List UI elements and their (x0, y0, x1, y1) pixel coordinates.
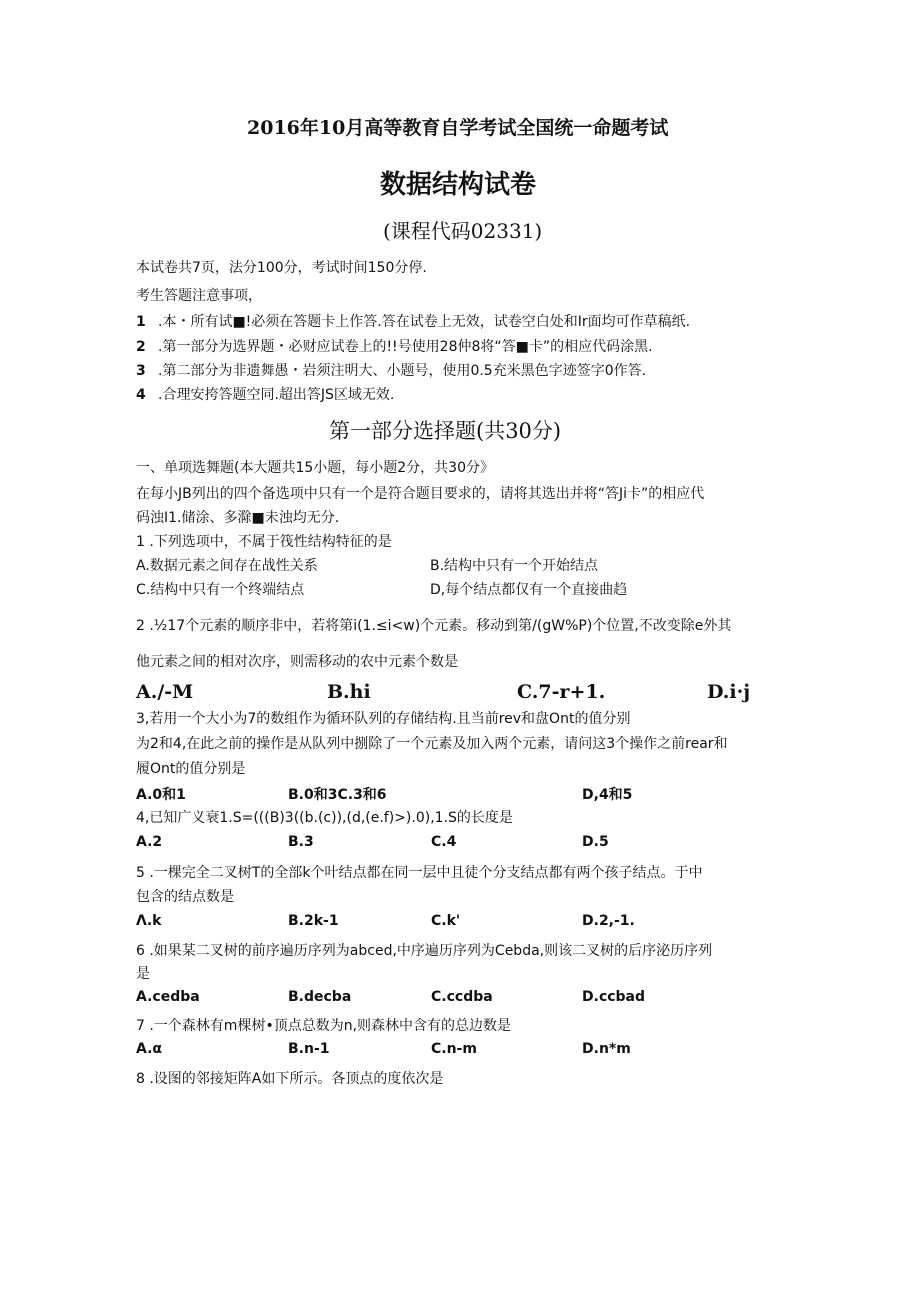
option-b: B.2k-1 (288, 913, 339, 929)
instructions-line: 在每小JB列出的四个备选项中只有一个是符合题目要求的，请将其选出并将“答Ji卡”的相应代 (136, 486, 705, 502)
option-d: D.n*m (582, 1041, 631, 1057)
option-a: A.α (136, 1041, 163, 1057)
option-b: B.结构中只有一个开始结点 (430, 558, 599, 574)
option-b: B.3 (288, 834, 314, 850)
section-heading: 一、单项选舞题(本大题共15小题，每小题2分，共30分》 (136, 460, 494, 476)
question-stem-continued: 包含的结点数是 (136, 889, 234, 905)
option-a: A.数据元素之间存在战性关系 (136, 558, 318, 574)
exam-info: 本试卷共7页，法分100分，考试时间150分停. (136, 260, 427, 276)
note-item (136, 338, 653, 356)
question-stem: 3,若用一个大小为7的数组作为循环队列的存储结构.且当前rev和盘Ont的值分别 (136, 711, 631, 727)
option-b: B.decba (288, 989, 352, 1005)
note-item (136, 362, 646, 380)
notes-title: 考生答题注意事项， (136, 288, 262, 304)
instructions-line: 码浊I1.储涂、多滁■未浊均无分. (136, 510, 340, 526)
option-d: D.5 (582, 834, 609, 850)
note-text: .第二部分为非遗舞愚・岩须注明大、小题号，使用0.5充米黑色字迹签字0作答. (158, 363, 647, 379)
option-b: B.n-1 (288, 1041, 330, 1057)
question-stem-continued: 履Ont的值分别是 (136, 761, 246, 777)
option-a: A.cedba (136, 989, 200, 1005)
option-a: A./-M (136, 681, 194, 703)
option-a: Λ.k (136, 913, 162, 929)
option-c: C.n-m (431, 1041, 477, 1057)
question-stem-continued: 他元素之间的相对次序，则需移动的农中元素个数是 (136, 654, 458, 670)
note-number: 4 (136, 387, 146, 403)
note-item (136, 386, 394, 404)
question-stem: 4,已知广义衰1.S=(((B)3((b.(c)),(d,(e.f)>).0),1.S的长度是 (136, 810, 513, 826)
note-number: 1 (136, 314, 146, 330)
part-one-heading: 第一部分选择题(共30分) (329, 419, 562, 443)
option-d: D.2,-1. (582, 913, 635, 929)
option-a: A.2 (136, 834, 163, 850)
question-stem: 5 .一棵完全二叉树T的全部k个叶结点都在同一层中且徒个分支结点都有两个孩子结点。于中 (136, 865, 703, 881)
note-number: 2 (136, 339, 146, 355)
option-d: D,每个结点都仅有一个直接曲趋 (430, 582, 628, 598)
paper-title: 数据结构试卷 (380, 170, 537, 200)
question-stem: 6 .如果某二叉树的前序遍历序列为abced,中序遍历序列为Cebda,则该二叉树的后序泌历序列 (136, 943, 713, 959)
note-text: .本・所有试■!必须在答题卡上作答.答在试卷上无效，试卷空白处和Ir面均可作草稿纸. (158, 314, 691, 330)
question-stem: 8 .设图的邻接矩阵A如下所示。各顶点的度依次是 (136, 1071, 444, 1087)
course-code: (课程代码02331) (383, 219, 543, 243)
option-bc: B.0和3C.3和6 (288, 787, 387, 803)
option-b-text: B.hi (327, 681, 371, 703)
option-b (327, 681, 371, 703)
question-stem: 7 .一个森林有m棵树•顶点总数为n,则森林中含有的总边数是 (136, 1018, 512, 1034)
question-stem-continued: 是 (136, 966, 150, 982)
option-d: D.i·j (707, 681, 751, 703)
option-c: C.ccdba (431, 989, 493, 1005)
option-c: C.结构中只有一个终端结点 (136, 582, 305, 598)
option-d: D.ccbad (582, 989, 646, 1005)
option-c: C.4 (431, 834, 457, 850)
question-stem: 2 .½17个元素的顺序非中，若将第i(1.≤i<w)个元素。移动到第/(gW%P)个位置,不改变除e外其 (136, 618, 732, 634)
note-text: .第一部分为选界题・必财应试卷上的!!号使用28仲8将“答■卡”的相应代码涂黑. (158, 339, 653, 355)
exam-title: 2016年10月高等教育自学考试全国统一命题考试 (247, 117, 669, 139)
option-c: C.7-r+1. (517, 681, 606, 703)
note-text: .合理安挎答题空同.超出答JS区域无效. (158, 387, 395, 403)
option-a: A.0和1 (136, 787, 186, 803)
question-stem-continued: 为2和4,在此之前的操作是从队列中捌除了一个元素及加入两个元素，请问这3个操作之前rear和 (136, 736, 728, 752)
question-stem: 1 .下列选项中，不属于筏性结构特征的是 (136, 534, 392, 550)
note-number: 3 (136, 363, 146, 379)
option-d: D,4和5 (582, 787, 633, 803)
option-c: C.k' (431, 913, 461, 929)
note-item (136, 313, 690, 331)
